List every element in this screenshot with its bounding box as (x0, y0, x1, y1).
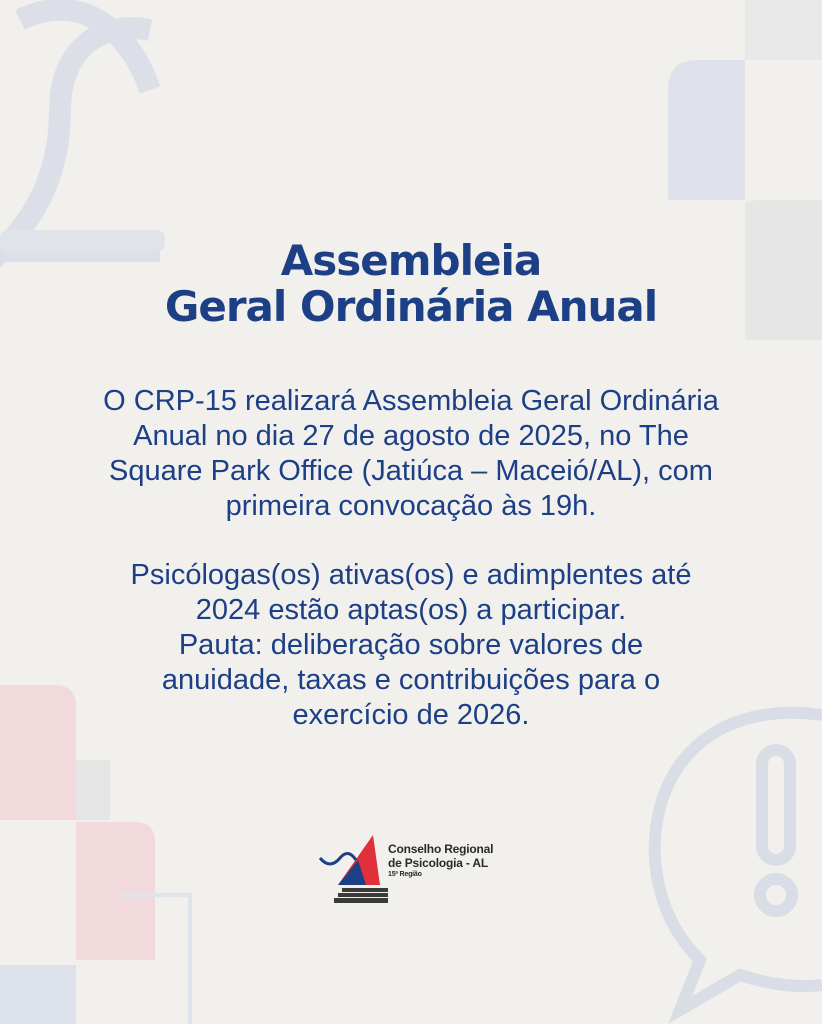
shape-gray-left (76, 760, 110, 820)
paragraph-line: Square Park Office (Jatiúca – Maceió/AL), com (109, 455, 713, 487)
shape-blue-bottom-left (0, 965, 76, 1024)
announcement-paragraph (20, 384, 802, 524)
shape-gray-top (745, 0, 822, 60)
shape-blue-square (668, 60, 745, 200)
crp-logo (318, 830, 518, 910)
paragraph-line: 2024 estão aptas(os) a participar. (195, 594, 627, 626)
paragraph-line: Pauta: deliberação sobre valores de (178, 629, 644, 661)
logo-line-1: Conselho Regional (388, 842, 494, 856)
paragraph-line: exercício de 2026. (292, 699, 530, 731)
paragraph-line: primeira convocação às 19h. (225, 490, 597, 522)
logo-line-2: de Psicologia - AL (388, 856, 488, 870)
paragraph-line: Anual no dia 27 de agosto de 2025, no The (133, 420, 689, 452)
title-line-1: Assembleia (280, 236, 542, 285)
title-line-2: Geral Ordinária Anual (164, 282, 658, 331)
speech-bubble-exclamation-icon (655, 713, 822, 1010)
paragraph-line: Psicólogas(os) ativas(os) e adimplentes até (130, 559, 692, 591)
logo-mark-icon (318, 830, 388, 910)
logo-text (388, 842, 493, 880)
eligibility-paragraph (20, 558, 802, 733)
shape-pink-left-2 (76, 822, 155, 960)
paragraph-line: O CRP-15 realizará Assembleia Geral Ordinária (103, 385, 719, 417)
paragraph-line: anuidade, taxas e contribuições para o (161, 664, 661, 696)
page-title (0, 238, 822, 330)
logo-region: 15ª Região (388, 871, 422, 878)
